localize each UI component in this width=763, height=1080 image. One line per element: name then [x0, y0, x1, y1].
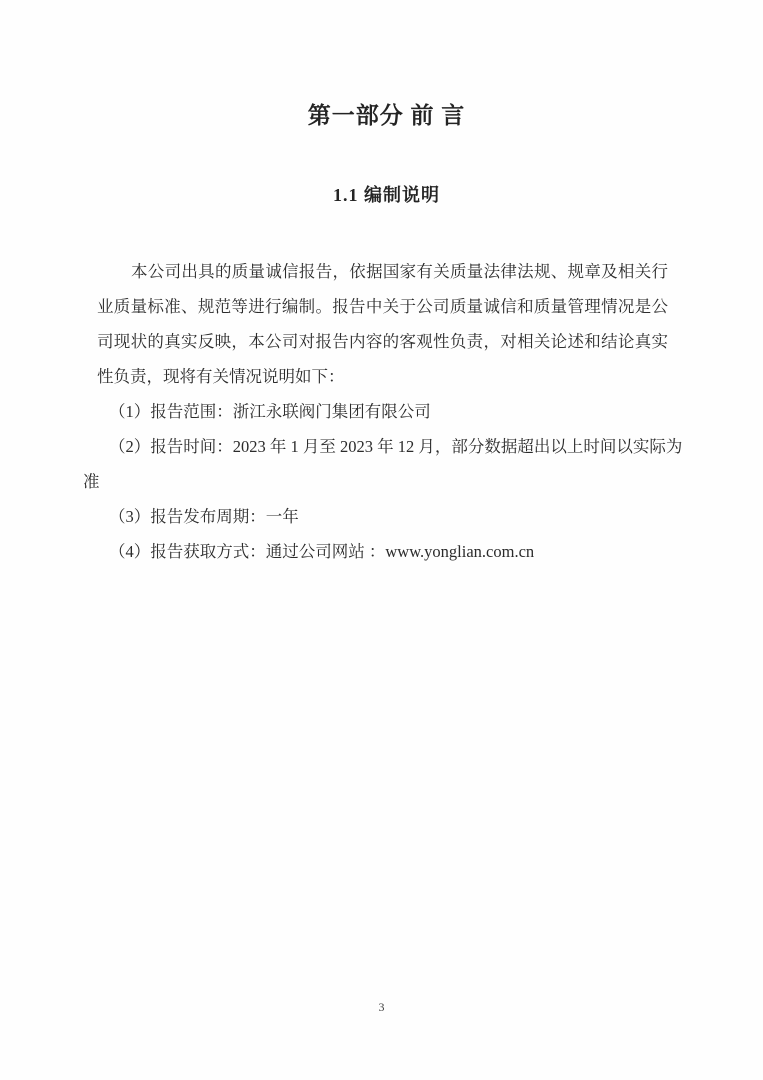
report-item-scope: （1）报告范围：浙江永联阀门集团有限公司 [109, 402, 431, 421]
report-item-time: （2）报告时间：2023 年 1 月至 2023 年 12 月，部分数据超出以上时间以实际为准 [83, 437, 683, 491]
intro-paragraph: 本公司出具的质量诚信报告，依据国家有关质量法律法规、规章及相关行业质量标准、规范等进行编制。报告中关于公司质量诚信和质量管理情况是公司现状的真实反映，本公司对报告内容的客观性负责，对相关论述和结论真实性负责，现将有关情况说明如下： [97, 262, 668, 386]
section-title: 1.1 编制说明 [333, 185, 440, 205]
part-title: 第一部分 前 言 [307, 103, 466, 128]
report-item-access: （4）报告获取方式：通过公司网站 ：www.yonglian.com.cn [109, 542, 535, 561]
page-number: 3 [378, 1000, 385, 1014]
report-item-cycle: （3）报告发布周期：一年 [109, 507, 299, 526]
